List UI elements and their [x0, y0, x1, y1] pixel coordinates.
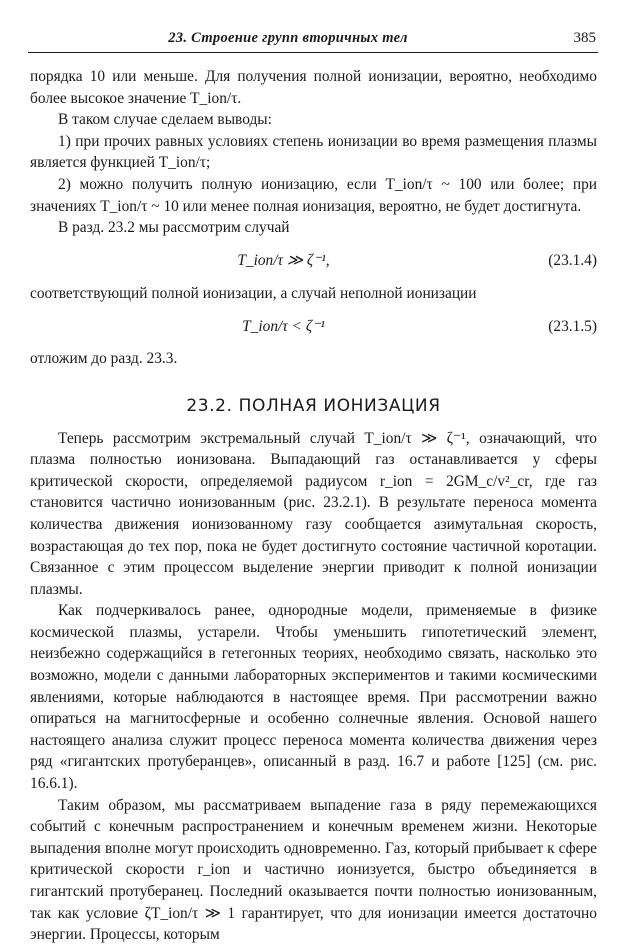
paragraph: Как подчеркивалось ранее, однородные модели, применяемые в физике космической плазмы, устарели. Чтобы уменьшить гипотетический элемент, неизбежно содержащийся в гетегонных теориях, необходимо связать, насколько это возможно, модели с данными лабораторных экспериментов и такими космическими явлениями, которые наблюдаются в настоящее время. При рассмотрении важно опираться на магнитосферные и особенно солнечные явления. Основой нашего настоящего анализа служит процесс переноса момента количества движения через ряд «гигантских протуберанцев», описанный в разд. 16.7 и работе [125] (см. рис. 16.6.1). [30, 602, 597, 793]
paragraph: В разд. 23.2 мы рассмотрим случай [58, 219, 290, 237]
paragraph: 1) при прочих равных условиях степень ионизации во время размещения плазмы является функцией T_ion/τ; [30, 132, 597, 172]
equation-23-1-4 [30, 239, 597, 283]
paragraph: В таком случае сделаем выводы: [58, 111, 272, 129]
equation-23-1-5 [30, 304, 597, 348]
paragraph: Теперь рассмотрим экстремальный случай T_ion/τ ≫ ζ⁻¹, означающий, что плазма полностью ионизована. Выпадающий газ останавливается у сферы критической скорости, определяемой радиусом r_ion = 2GM_c/v²_cr, где газ становится частично ионизованным (рис. 23.2.1). В результате переноса момента количества движения ионизованному газу сообщается азимутальная скорость, возрастающая до тех пор, пока не будет достигнуто состояние частичной коротации. Связанное с этим процессом выделение энергии приводит к полной ионизации плазмы. [30, 429, 597, 598]
equation-formula: T_ion/τ ≫ ζ⁻¹, [237, 251, 330, 269]
paragraph: отложим до разд. 23.3. [30, 350, 178, 368]
page-body [30, 66, 597, 946]
paragraph: порядка 10 или меньше. Для получения полной ионизации, вероятно, необходимо более высокое значение T_ion/τ. [30, 68, 597, 107]
page-header [28, 30, 598, 53]
paragraph: Таким образом, мы рассматриваем выпадение газа в ряду перемежающихся событий с конечным распространением и конечным временем жизни. Некоторые выпадения вполне могут происходить одновременно. Газ, который прибывает к сфере критической скорости r_ion и частично ионизуется, быстро объединяется в гигантский протуберанец. Последний оказывается почти полностью ионизованным, так как условие ζT_ion/τ ≫ 1 гарантирует, что для ионизации имеется достаточно энергии. Процессы, которым [30, 796, 597, 944]
paragraph: 2) можно получить полную ионизацию, если T_ion/τ ~ 100 или более; при значениях T_ion/τ ~ 10 или менее полная ионизация, вероятно, не будет достигнута. [30, 175, 597, 215]
equation-number: (23.1.4) [548, 251, 597, 269]
equation-number: (23.1.5) [548, 317, 597, 335]
running-head: 23. Строение групп вторичных тел [168, 30, 408, 46]
equation-formula: T_ion/τ < ζ⁻¹ [242, 317, 325, 335]
page-number: 385 [573, 30, 596, 46]
section-title: 23.2. ПОЛНАЯ ИОНИЗАЦИЯ [186, 395, 441, 416]
paragraph: соответствующий полной ионизации, а случай неполной ионизации [30, 284, 477, 302]
